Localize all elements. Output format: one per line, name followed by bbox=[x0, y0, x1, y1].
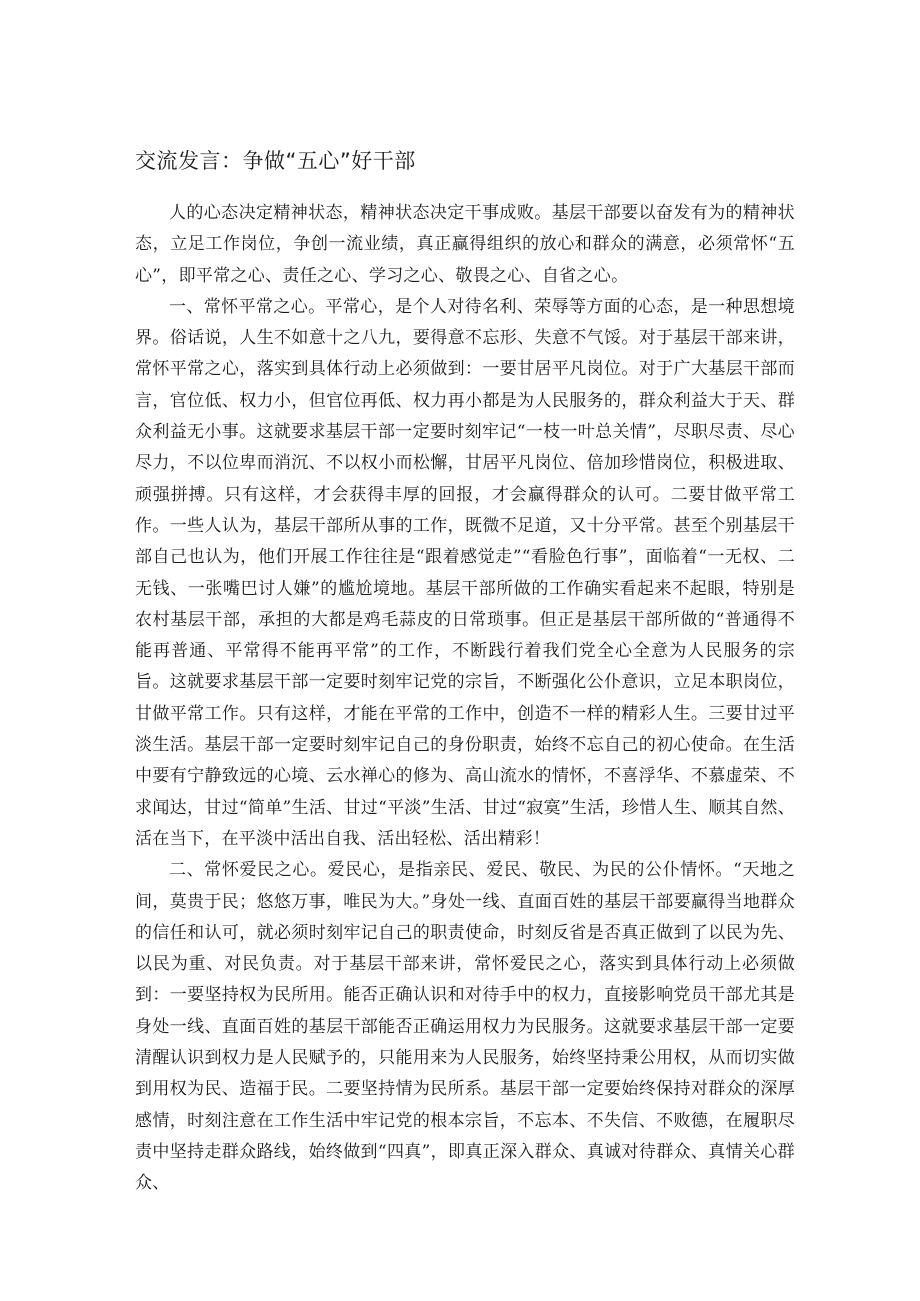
paragraph-intro: 人的心态决定精神状态，精神状态决定干事成败。基层干部要以奋发有为的精神状态，立足工作岗位，争创一流业绩，真正赢得组织的放心和群众的满意，必须常怀“五心”，即平常之心、责任之心、学习之心、敬畏之心、自省之心。 bbox=[135, 203, 795, 286]
paragraph-section-1: 一、常怀平常之心。平常心，是个人对待名利、荣辱等方面的心态，是一种思想境界。俗话说，人生不如意十之八九，要得意不忘形、失意不气馁。对于基层干部来讲，常怀平常之心，落实到具体行动上必须做到：一要甘居平凡岗位。对于广大基层干部而言，官位低、权力小，但官位再低、权力再小都是为人民服务的，群众利益大于天、群众利益无小事。这就要求基层干部一定要时刻牢记“一枝一叶总关情”，尽职尽责、尽心尽力，不以位卑而消沉、不以权小而松懈，甘居平凡岗位、倍加珍惜岗位，积极进取、顽强拼搏。只有这样，才会获得丰厚的回报，才会赢得群众的认可。二要甘做平常工作。一些人认为，基层干部所从事的工作，既微不足道，又十分平常。甚至个别基层干部自己也认为，他们开展工作往往是“跟着感觉走”“看脸色行事”，面临着“一无权、二无钱、一张嘴巴讨人嫌”的尴尬境地。基层干部所做的工作确实看起来不起眼，特别是农村基层干部，承担的大都是鸡毛蒜皮的日常琐事。但正是基层干部所做的“普通得不能再普通、平常得不能再平常”的工作，不断践行着我们党全心全意为人民服务的宗旨。这就要求基层干部一定要时刻牢记党的宗旨，不断强化公仆意识，立足本职岗位，甘做平常工作。只有这样，才能在平常的工作中，创造不一样的精彩人生。三要甘过平淡生活。基层干部一定要时刻牢记自己的身份职责，始终不忘自己的初心使命。在生活中要有宁静致远的心境、云水禅心的修为、高山流水的情怀，不喜浮华、不慕虚荣、不求闻达，甘过“简单”生活、甘过“平淡”生活、甘过“寂寞”生活，珍惜人生、顺其自然、活在当下，在平淡中活出自我、活出轻松、活出精彩！ bbox=[135, 296, 795, 849]
document-page bbox=[135, 146, 795, 1200]
document-title: 交流发言：争做“五心”好干部 bbox=[135, 149, 416, 173]
paragraph-section-2: 二、常怀爱民之心。爱民心，是指亲民、爱民、敬民、为民的公仆情怀。“天地之间，莫贵于民；悠悠万事，唯民为大。”身处一线、直面百姓的基层干部要赢得当地群众的信任和认可，就必须时刻牢记自己的职责使命，时刻反省是否真正做到了以民为先、以民为重、对民负责。对于基层干部来讲，常怀爱民之心，落实到具体行动上必须做到：一要坚持权为民所用。能否正确认识和对待手中的权力，直接影响党员干部尤其是身处一线、直面百姓的基层干部能否正确运用权力为民服务。这就要求基层干部一定要清醒认识到权力是人民赋予的，只能用来为人民服务，始终坚持秉公用权，从而切实做到用权为民、造福于民。二要坚持情为民所系。基层干部一定要始终保持对群众的深厚感情，时刻注意在工作生活中牢记党的根本宗旨，不忘本、不失信、不败德，在履职尽责中坚持走群众路线，始终做到“四真”，即真正深入群众、真诚对待群众、真情关心群众、 bbox=[135, 860, 795, 1194]
